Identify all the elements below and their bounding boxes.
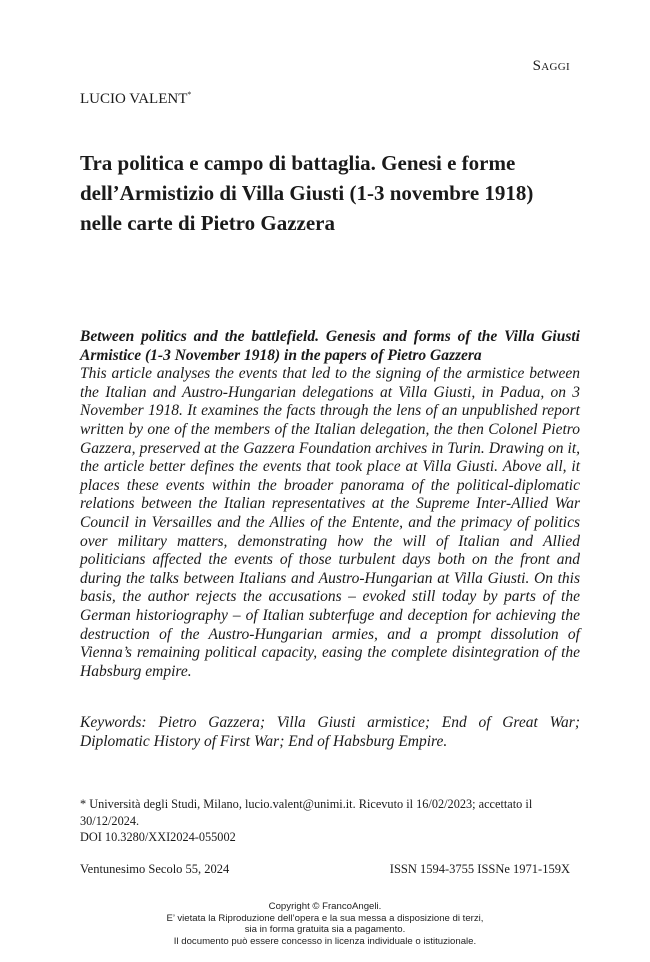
copyright-line: Il documento può essere concesso in licenza individuale o istituzionale. [173, 935, 477, 947]
keywords: Keywords: Pietro Gazzera; Villa Giusti armistice; End of Great War; Diplomatic History of First War; End of Habsburg Empire. [80, 714, 580, 750]
abstract [80, 328, 580, 681]
author-name [80, 90, 191, 108]
abstract-body: This article analyses the events that led to the signing of the armistice between the Italian and Austro-Hungarian delegations at Villa Giusti, in Padua, on 3 November 1918. It examines the facts through the lens of an unpublished report written by one of the members of the Italian delegation, the then Colonel Pietro Gazzera, preserved at the Gazzera Foundation archives in Turin. Drawing on it, the article better defines the events that took place at Villa Giusti. Above all, it places these events within the broader panorama of the political-diplomatic relations between the Italian representatives at the Supreme Inter-Allied War Council in Versailles and the Allies of the Entente, and the primacy of politics over military matters, demonstrating how the will of Italian and Allied politicians affected the events of those turbulent days both on the front and during the talks between Italians and Austro-Hungarian at Villa Giusti. On this basis, the author rejects the accusations – evoked still today by parts of the German historiography – of Italian subterfuge and deception for achieving the destruction of the Austro-Hungarian armies, and a prompt dissolution of Vienna’s remaining political capacity, easing the complete disintegration of the Habsburg empire. [80, 365, 580, 680]
copyright-notice [0, 901, 650, 947]
footnote [80, 796, 580, 846]
copyright-line: sia in forma gratuita sia a pagamento. [244, 924, 406, 936]
abstract-title: Between politics and the battlefield. Genesis and forms of the Villa Giusti Armistice (1-3 November 1918) in the papers of Pietro Gazzera [80, 328, 580, 364]
author-name-text: LUCIO VALENT [80, 91, 188, 107]
author-footnote-mark: * [187, 90, 192, 99]
section-label: Saggi [532, 58, 570, 74]
doi: DOI 10.3280/XXI2024-055002 [80, 830, 236, 844]
copyright-line: E’ vietata la Riproduzione dell’opera e la sua messa a disposizione di terzi, [166, 912, 484, 924]
copyright-line: Copyright © FrancoAngeli. [268, 901, 382, 912]
journal-info: Ventunesimo Secolo 55, 2024 [80, 862, 230, 876]
issn: ISSN 1594-3755 ISSNe 1971-159X [389, 862, 570, 876]
article-title: Tra politica e campo di battaglia. Genesi e forme dell’Armistizio di Villa Giusti (1-3 novembre 1918) nelle carte di Pietro Gazzera [80, 151, 534, 235]
footnote-text: * Università degli Studi, Milano, lucio.valent@unimi.it. Ricevuto il 16/02/2023; accettato il 30/12/2024. [80, 797, 533, 828]
